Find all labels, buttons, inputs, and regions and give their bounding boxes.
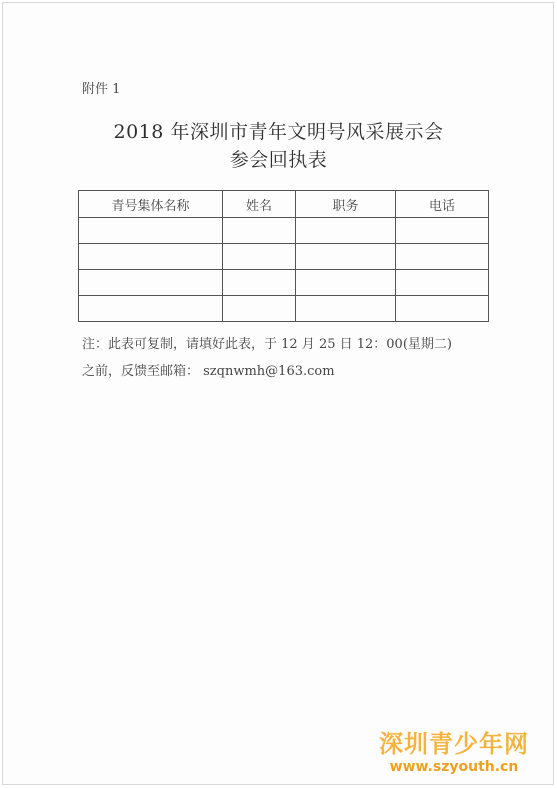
table-header-row bbox=[79, 191, 489, 218]
table-cell bbox=[223, 296, 296, 322]
note-line-1: 注：此表可复制，请填好此表，于 12 月 25 日 12：00(星期二) bbox=[82, 337, 452, 352]
table-cell bbox=[223, 244, 296, 270]
table-row bbox=[79, 218, 489, 244]
table-cell bbox=[396, 218, 489, 244]
header-phone: 电话 bbox=[396, 191, 489, 218]
reply-form-table bbox=[78, 190, 489, 322]
table-cell bbox=[396, 244, 489, 270]
table-row bbox=[79, 270, 489, 296]
table-cell bbox=[296, 296, 396, 322]
table-cell bbox=[79, 218, 223, 244]
table-cell bbox=[396, 296, 489, 322]
table-cell bbox=[396, 270, 489, 296]
attachment-label: 附件 1 bbox=[82, 82, 121, 97]
table-cell bbox=[296, 218, 396, 244]
header-name: 姓名 bbox=[223, 191, 296, 218]
table-row bbox=[79, 296, 489, 322]
table-cell bbox=[223, 218, 296, 244]
table-cell bbox=[296, 244, 396, 270]
watermark-url: www.szyouth.cn bbox=[389, 759, 519, 775]
table-cell bbox=[223, 270, 296, 296]
note-line-2: 之前，反馈至邮箱： szqnwmh@163.com bbox=[82, 364, 335, 379]
table-cell bbox=[296, 270, 396, 296]
document-subtitle: 参会回执表 bbox=[229, 149, 328, 171]
table-cell bbox=[79, 244, 223, 270]
header-position: 职务 bbox=[296, 191, 396, 218]
table-row bbox=[79, 244, 489, 270]
document-title: 2018 年深圳市青年文明号风采展示会 bbox=[113, 121, 444, 143]
watermark-site-name: 深圳青少年网 bbox=[379, 730, 529, 758]
header-group-name: 青号集体名称 bbox=[79, 191, 223, 218]
site-watermark bbox=[379, 730, 529, 776]
table-cell bbox=[79, 296, 223, 322]
table-cell bbox=[79, 270, 223, 296]
